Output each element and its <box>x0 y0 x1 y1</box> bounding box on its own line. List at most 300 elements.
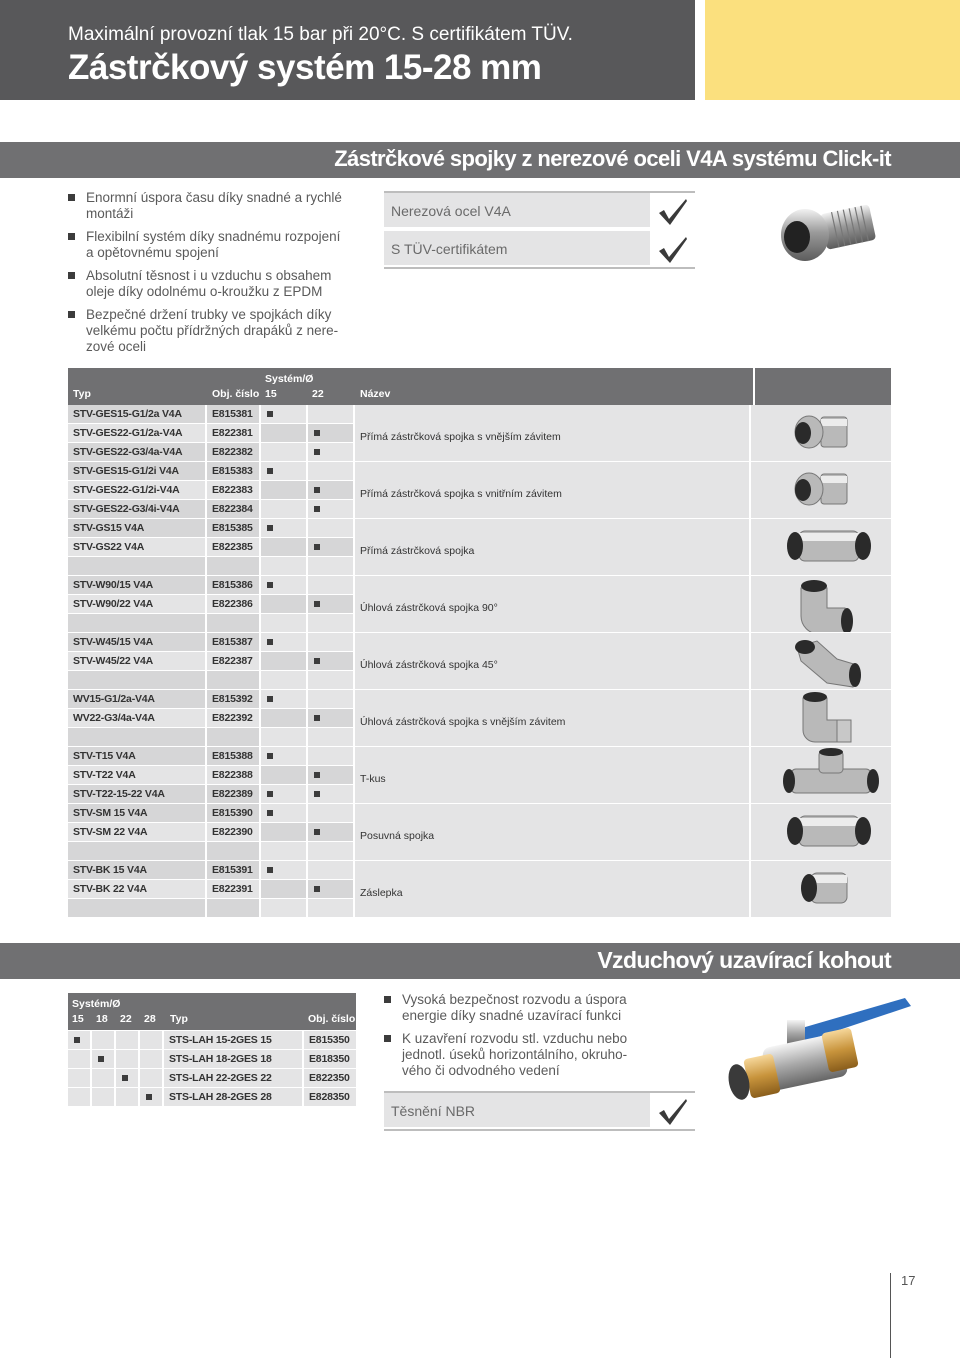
size-15-cell <box>261 462 306 480</box>
order-number-cell <box>207 557 259 575</box>
availability-square-icon <box>98 1056 104 1062</box>
col-15: 15 <box>265 388 277 400</box>
product-group <box>68 519 891 576</box>
table-row <box>68 500 891 519</box>
availability-square-icon <box>314 658 320 664</box>
product-name: T-kus <box>360 773 386 785</box>
order-number-cell <box>207 519 259 537</box>
type-code: STV-GES15-G1/2a V4A <box>73 408 182 420</box>
order-number-cell <box>207 785 259 803</box>
check-icon <box>650 193 695 229</box>
product-group <box>68 462 891 519</box>
check-icon <box>650 1093 695 1129</box>
table-row <box>68 804 891 823</box>
order-number-cell <box>207 576 259 594</box>
product-group <box>68 633 891 690</box>
order-number: E815381 <box>212 408 253 420</box>
type-cell <box>68 652 205 670</box>
col-15: 15 <box>72 1013 84 1025</box>
table-row <box>68 861 891 880</box>
type-code: STS-LAH 18-2GES 18 <box>169 1053 272 1065</box>
type-code: STV-T15 V4A <box>73 750 136 762</box>
check-icon <box>650 231 695 267</box>
table-row <box>68 1050 356 1069</box>
order-number: E822381 <box>212 427 253 439</box>
type-cell <box>68 880 205 898</box>
col-obj: Obj. číslo <box>308 1013 356 1025</box>
size-15-cell <box>261 823 306 841</box>
size-15-cell <box>261 595 306 613</box>
size-22-cell <box>116 1088 138 1106</box>
order-number: E822390 <box>212 826 253 838</box>
size-22-cell <box>308 766 353 784</box>
type-code: STS-LAH 28-2GES 28 <box>169 1091 272 1103</box>
type-cell <box>68 500 205 518</box>
size-22-cell <box>116 1050 138 1068</box>
order-number-cell <box>207 652 259 670</box>
col-obj: Obj. číslo <box>212 388 260 400</box>
order-number-cell <box>207 671 259 689</box>
order-number: E815350 <box>309 1034 350 1046</box>
type-cell <box>68 481 205 499</box>
type-code: STS-LAH 15-2GES 15 <box>169 1034 272 1046</box>
order-number-cell <box>207 728 259 746</box>
size-15-cell <box>68 1088 90 1106</box>
availability-square-icon <box>267 411 273 417</box>
size-15-cell <box>261 538 306 556</box>
type-cell <box>68 766 205 784</box>
order-number: E822384 <box>212 503 253 515</box>
type-cell <box>164 1050 302 1068</box>
col-nazev: Název <box>360 388 391 400</box>
feature-list <box>68 190 368 362</box>
order-number-cell <box>207 766 259 784</box>
size-15-cell <box>261 842 306 860</box>
col-system: Systém/Ø <box>72 998 121 1010</box>
size-15-cell <box>68 1031 90 1049</box>
order-number: E822392 <box>212 712 253 724</box>
product-group <box>68 747 891 804</box>
feature-row <box>384 1093 695 1129</box>
type-cell <box>68 899 205 917</box>
availability-square-icon <box>267 791 273 797</box>
bullet-item <box>68 307 368 355</box>
size-28-cell <box>140 1088 162 1106</box>
order-number: E822387 <box>212 655 253 667</box>
type-cell <box>68 595 205 613</box>
size-15-cell <box>261 899 306 917</box>
type-code: STV-GES15-G1/2i V4A <box>73 465 179 477</box>
col-18: 18 <box>96 1013 108 1025</box>
bullet-text: Enormní úspora času díky snadné a rychlé <box>86 190 342 205</box>
bullet-text: Vysoká bezpečnost rozvodu a úspora <box>402 992 627 1007</box>
type-cell <box>68 709 205 727</box>
order-number: E815387 <box>212 636 253 648</box>
size-22-cell <box>308 709 353 727</box>
type-cell <box>68 443 205 461</box>
size-22-cell <box>308 823 353 841</box>
size-22-cell <box>308 899 353 917</box>
page-number-rule <box>890 1273 891 1358</box>
type-cell <box>68 557 205 575</box>
order-number-cell <box>207 405 259 423</box>
size-15-cell <box>261 804 306 822</box>
section-title-valve: Vzduchový uzavírací kohout <box>597 947 891 973</box>
type-code: STV-W45/15 V4A <box>73 636 154 648</box>
bullet-square-icon <box>68 233 75 240</box>
order-number: E828350 <box>309 1091 350 1103</box>
table-row <box>68 443 891 462</box>
size-15-cell <box>261 614 306 632</box>
table-row <box>68 633 891 652</box>
table-row <box>68 1069 356 1088</box>
bullet-square-icon <box>384 1035 391 1042</box>
table-row <box>68 671 891 690</box>
availability-square-icon <box>314 506 320 512</box>
size-22-cell <box>308 614 353 632</box>
size-15-cell <box>261 766 306 784</box>
table-row <box>68 481 891 500</box>
type-cell <box>164 1088 302 1106</box>
size-28-cell <box>140 1031 162 1049</box>
order-number-cell <box>207 804 259 822</box>
order-number-cell <box>207 538 259 556</box>
bullet-text: Flexibilní systém díky snadnému rozpojení <box>86 229 341 244</box>
size-15-cell <box>261 690 306 708</box>
table-row <box>68 424 891 443</box>
type-code: STV-GES22-G3/4a-V4A <box>73 446 183 458</box>
order-number: E815386 <box>212 579 253 591</box>
size-15-cell <box>261 747 306 765</box>
order-number: E815390 <box>212 807 253 819</box>
product-name: Přímá zástrčková spojka <box>360 545 475 557</box>
size-15-cell <box>261 557 306 575</box>
availability-square-icon <box>314 791 320 797</box>
availability-square-icon <box>314 430 320 436</box>
availability-square-icon <box>314 601 320 607</box>
order-number-cell <box>207 823 259 841</box>
type-cell <box>68 747 205 765</box>
availability-square-icon <box>267 468 273 474</box>
type-code: WV15-G1/2a-V4A <box>73 693 155 705</box>
table-header <box>68 368 891 405</box>
product-name: Přímá zástrčková spojka s vnějším závitem <box>360 431 561 443</box>
table-row <box>68 538 891 557</box>
table-row <box>68 823 891 842</box>
table-row <box>68 899 891 918</box>
order-number: E822382 <box>212 446 253 458</box>
order-number-cell <box>207 842 259 860</box>
bullet-text: Absolutní těsnost i u vzduchu s obsahem <box>86 268 332 283</box>
product-name: Přímá zástrčková spojka s vnitřním závitem <box>360 488 562 500</box>
type-code: STV-BK 15 V4A <box>73 864 147 876</box>
size-15-cell <box>261 785 306 803</box>
col-system: Systém/Ø <box>265 373 314 385</box>
size-22-cell <box>308 576 353 594</box>
size-15-cell <box>261 633 306 651</box>
type-cell <box>164 1069 302 1087</box>
type-cell <box>68 614 205 632</box>
availability-square-icon <box>314 449 320 455</box>
order-number-cell <box>207 443 259 461</box>
bullet-text: a opětovnému spojení <box>86 245 219 260</box>
order-number-cell <box>207 747 259 765</box>
size-22-cell <box>308 861 353 879</box>
order-number-cell <box>207 595 259 613</box>
page-number: 17 <box>901 1273 916 1288</box>
order-number-cell <box>304 1031 356 1049</box>
type-code: STV-W90/15 V4A <box>73 579 154 591</box>
type-code: STV-GES22-G1/2i-V4A <box>73 484 180 496</box>
type-code: STV-GS22 V4A <box>73 541 145 553</box>
order-number: E822386 <box>212 598 253 610</box>
size-15-cell <box>261 443 306 461</box>
availability-square-icon <box>267 525 273 531</box>
order-number: E815391 <box>212 864 253 876</box>
size-22-cell <box>308 538 353 556</box>
feature-row <box>384 231 695 267</box>
size-22-cell <box>308 424 353 442</box>
availability-square-icon <box>267 810 273 816</box>
availability-square-icon <box>314 715 320 721</box>
size-15-cell <box>261 424 306 442</box>
availability-square-icon <box>267 639 273 645</box>
col-22: 22 <box>312 388 324 400</box>
table-row <box>68 519 891 538</box>
size-15-cell <box>261 500 306 518</box>
size-22-cell <box>308 880 353 898</box>
type-cell <box>68 728 205 746</box>
order-number-cell <box>207 481 259 499</box>
availability-square-icon <box>267 753 273 759</box>
order-number: E822350 <box>309 1072 350 1084</box>
size-15-cell <box>261 519 306 537</box>
size-15-cell <box>261 481 306 499</box>
product-group <box>68 861 891 918</box>
bullet-text: zové oceli <box>86 339 147 354</box>
size-22-cell <box>308 747 353 765</box>
type-cell <box>68 462 205 480</box>
table-row <box>68 842 891 861</box>
size-18-cell <box>92 1050 114 1068</box>
size-22-cell <box>308 462 353 480</box>
size-22-cell <box>116 1031 138 1049</box>
table-row <box>68 595 891 614</box>
size-22-cell <box>308 785 353 803</box>
table-row <box>68 690 891 709</box>
table-row <box>68 747 891 766</box>
bullet-square-icon <box>68 272 75 279</box>
size-22-cell <box>308 842 353 860</box>
size-22-cell <box>308 519 353 537</box>
size-18-cell <box>92 1069 114 1087</box>
type-code: WV22-G3/4a-V4A <box>73 712 155 724</box>
order-number-cell <box>207 861 259 879</box>
feature-label: S TÜV-certifikátem <box>391 241 508 257</box>
product-group <box>68 690 891 747</box>
type-cell <box>68 405 205 423</box>
type-cell <box>68 633 205 651</box>
type-code: STV-BK 22 V4A <box>73 883 147 895</box>
size-22-cell <box>116 1069 138 1087</box>
order-number: E818350 <box>309 1053 350 1065</box>
table-row <box>68 462 891 481</box>
order-number-cell <box>207 690 259 708</box>
header-subtitle: Maximální provozní tlak 15 bar při 20°C. S certifikátem TÜV. <box>68 24 573 45</box>
page-title: Zástrčkový systém 15-28 mm <box>68 48 542 87</box>
type-code: STV-SM 22 V4A <box>73 826 148 838</box>
order-number-cell <box>207 899 259 917</box>
product-name: Posuvná spojka <box>360 830 435 842</box>
type-cell <box>68 785 205 803</box>
table-row <box>68 880 891 899</box>
type-code: STV-GS15 V4A <box>73 522 145 534</box>
table-row <box>68 766 891 785</box>
bullet-text: K uzavření rozvodu stl. vzduchu nebo <box>402 1031 628 1046</box>
product-name: Úhlová zástrčková spojka s vnějším závitem <box>360 716 566 728</box>
table-row <box>68 557 891 576</box>
col-typ: Typ <box>170 1013 188 1025</box>
size-22-cell <box>308 728 353 746</box>
size-15-cell <box>261 880 306 898</box>
order-number: E815385 <box>212 522 253 534</box>
order-number-cell <box>304 1069 356 1087</box>
size-15-cell <box>261 861 306 879</box>
table-row <box>68 709 891 728</box>
table-row <box>68 405 891 424</box>
type-cell <box>68 842 205 860</box>
size-22-cell <box>308 557 353 575</box>
feature-label: Těsnění NBR <box>391 1103 476 1119</box>
size-15-cell <box>261 576 306 594</box>
size-22-cell <box>308 405 353 423</box>
size-15-cell <box>261 405 306 423</box>
table-row <box>68 614 891 633</box>
size-22-cell <box>308 633 353 651</box>
bullet-item <box>68 190 368 222</box>
product-name: Úhlová zástrčková spojka 90° <box>360 602 498 614</box>
order-number-cell <box>207 880 259 898</box>
bullet-text: velkému počtu přídržných drapáků z nere- <box>86 323 339 338</box>
size-15-cell <box>68 1050 90 1068</box>
bullet-square-icon <box>384 996 391 1003</box>
ball-valve-photo <box>725 990 915 1110</box>
type-code: STV-T22-15-22 V4A <box>73 788 165 800</box>
bullet-text: montáži <box>86 206 134 221</box>
type-cell <box>68 424 205 442</box>
size-22-cell <box>308 690 353 708</box>
order-number-cell <box>304 1088 356 1106</box>
table-row <box>68 728 891 747</box>
size-15-cell <box>261 652 306 670</box>
size-15-cell <box>68 1069 90 1087</box>
size-22-cell <box>308 481 353 499</box>
bullet-item <box>68 229 368 261</box>
order-number-cell <box>207 424 259 442</box>
product-name: Úhlová zástrčková spojka 45° <box>360 659 498 671</box>
order-number-cell <box>304 1050 356 1068</box>
size-18-cell <box>92 1031 114 1049</box>
order-number-cell <box>207 633 259 651</box>
order-number: E815392 <box>212 693 253 705</box>
order-number: E822385 <box>212 541 253 553</box>
bullet-item <box>68 268 368 300</box>
size-18-cell <box>92 1088 114 1106</box>
type-code: STV-T22 V4A <box>73 769 136 781</box>
size-22-cell <box>308 804 353 822</box>
size-22-cell <box>308 671 353 689</box>
bullet-square-icon <box>68 194 75 201</box>
bullet-item <box>384 992 684 1024</box>
bullet-text: vého či odvodného vedení <box>402 1063 560 1078</box>
order-number: E822389 <box>212 788 253 800</box>
order-number-cell <box>207 500 259 518</box>
order-number-cell <box>207 709 259 727</box>
product-name: Záslepka <box>360 887 403 899</box>
bullet-square-icon <box>68 311 75 318</box>
type-code: STS-LAH 22-2GES 22 <box>169 1072 272 1084</box>
table-row <box>68 785 891 804</box>
product-group <box>68 804 891 861</box>
size-15-cell <box>261 671 306 689</box>
feature-label: Nerezová ocel V4A <box>391 203 511 219</box>
valve-feature-list <box>384 992 684 1086</box>
availability-square-icon <box>314 544 320 550</box>
divider <box>384 1129 695 1131</box>
table-row <box>68 1031 356 1050</box>
type-cell <box>68 804 205 822</box>
availability-square-icon <box>314 829 320 835</box>
size-15-cell <box>261 728 306 746</box>
type-cell <box>68 538 205 556</box>
order-number: E822391 <box>212 883 253 895</box>
type-cell <box>68 671 205 689</box>
bullet-text: oleje díky odolnému o-kroužku z EPDM <box>86 284 323 299</box>
size-22-cell <box>308 443 353 461</box>
order-number: E815383 <box>212 465 253 477</box>
availability-square-icon <box>314 772 320 778</box>
order-number: E822383 <box>212 484 253 496</box>
availability-square-icon <box>74 1037 80 1043</box>
order-number: E815388 <box>212 750 253 762</box>
table-row <box>68 652 891 671</box>
type-cell <box>68 690 205 708</box>
divider <box>753 368 755 405</box>
type-code: STV-GES22-G3/4i-V4A <box>73 503 180 515</box>
divider <box>384 267 695 269</box>
type-cell <box>68 861 205 879</box>
type-code: STV-GES22-G1/2a-V4A <box>73 427 183 439</box>
availability-square-icon <box>267 696 273 702</box>
type-code: STV-W45/22 V4A <box>73 655 154 667</box>
col-22: 22 <box>120 1013 132 1025</box>
type-cell <box>68 823 205 841</box>
size-28-cell <box>140 1050 162 1068</box>
availability-square-icon <box>146 1094 152 1100</box>
type-cell <box>164 1031 302 1049</box>
availability-square-icon <box>314 487 320 493</box>
availability-square-icon <box>122 1075 128 1081</box>
col-28: 28 <box>144 1013 156 1025</box>
header-accent <box>705 0 960 100</box>
size-28-cell <box>140 1069 162 1087</box>
fitting-photo <box>775 195 885 265</box>
bullet-text: Bezpečné držení trubky ve spojkách díky <box>86 307 332 322</box>
type-code: STV-W90/22 V4A <box>73 598 154 610</box>
availability-square-icon <box>267 867 273 873</box>
availability-square-icon <box>314 886 320 892</box>
type-cell <box>68 519 205 537</box>
